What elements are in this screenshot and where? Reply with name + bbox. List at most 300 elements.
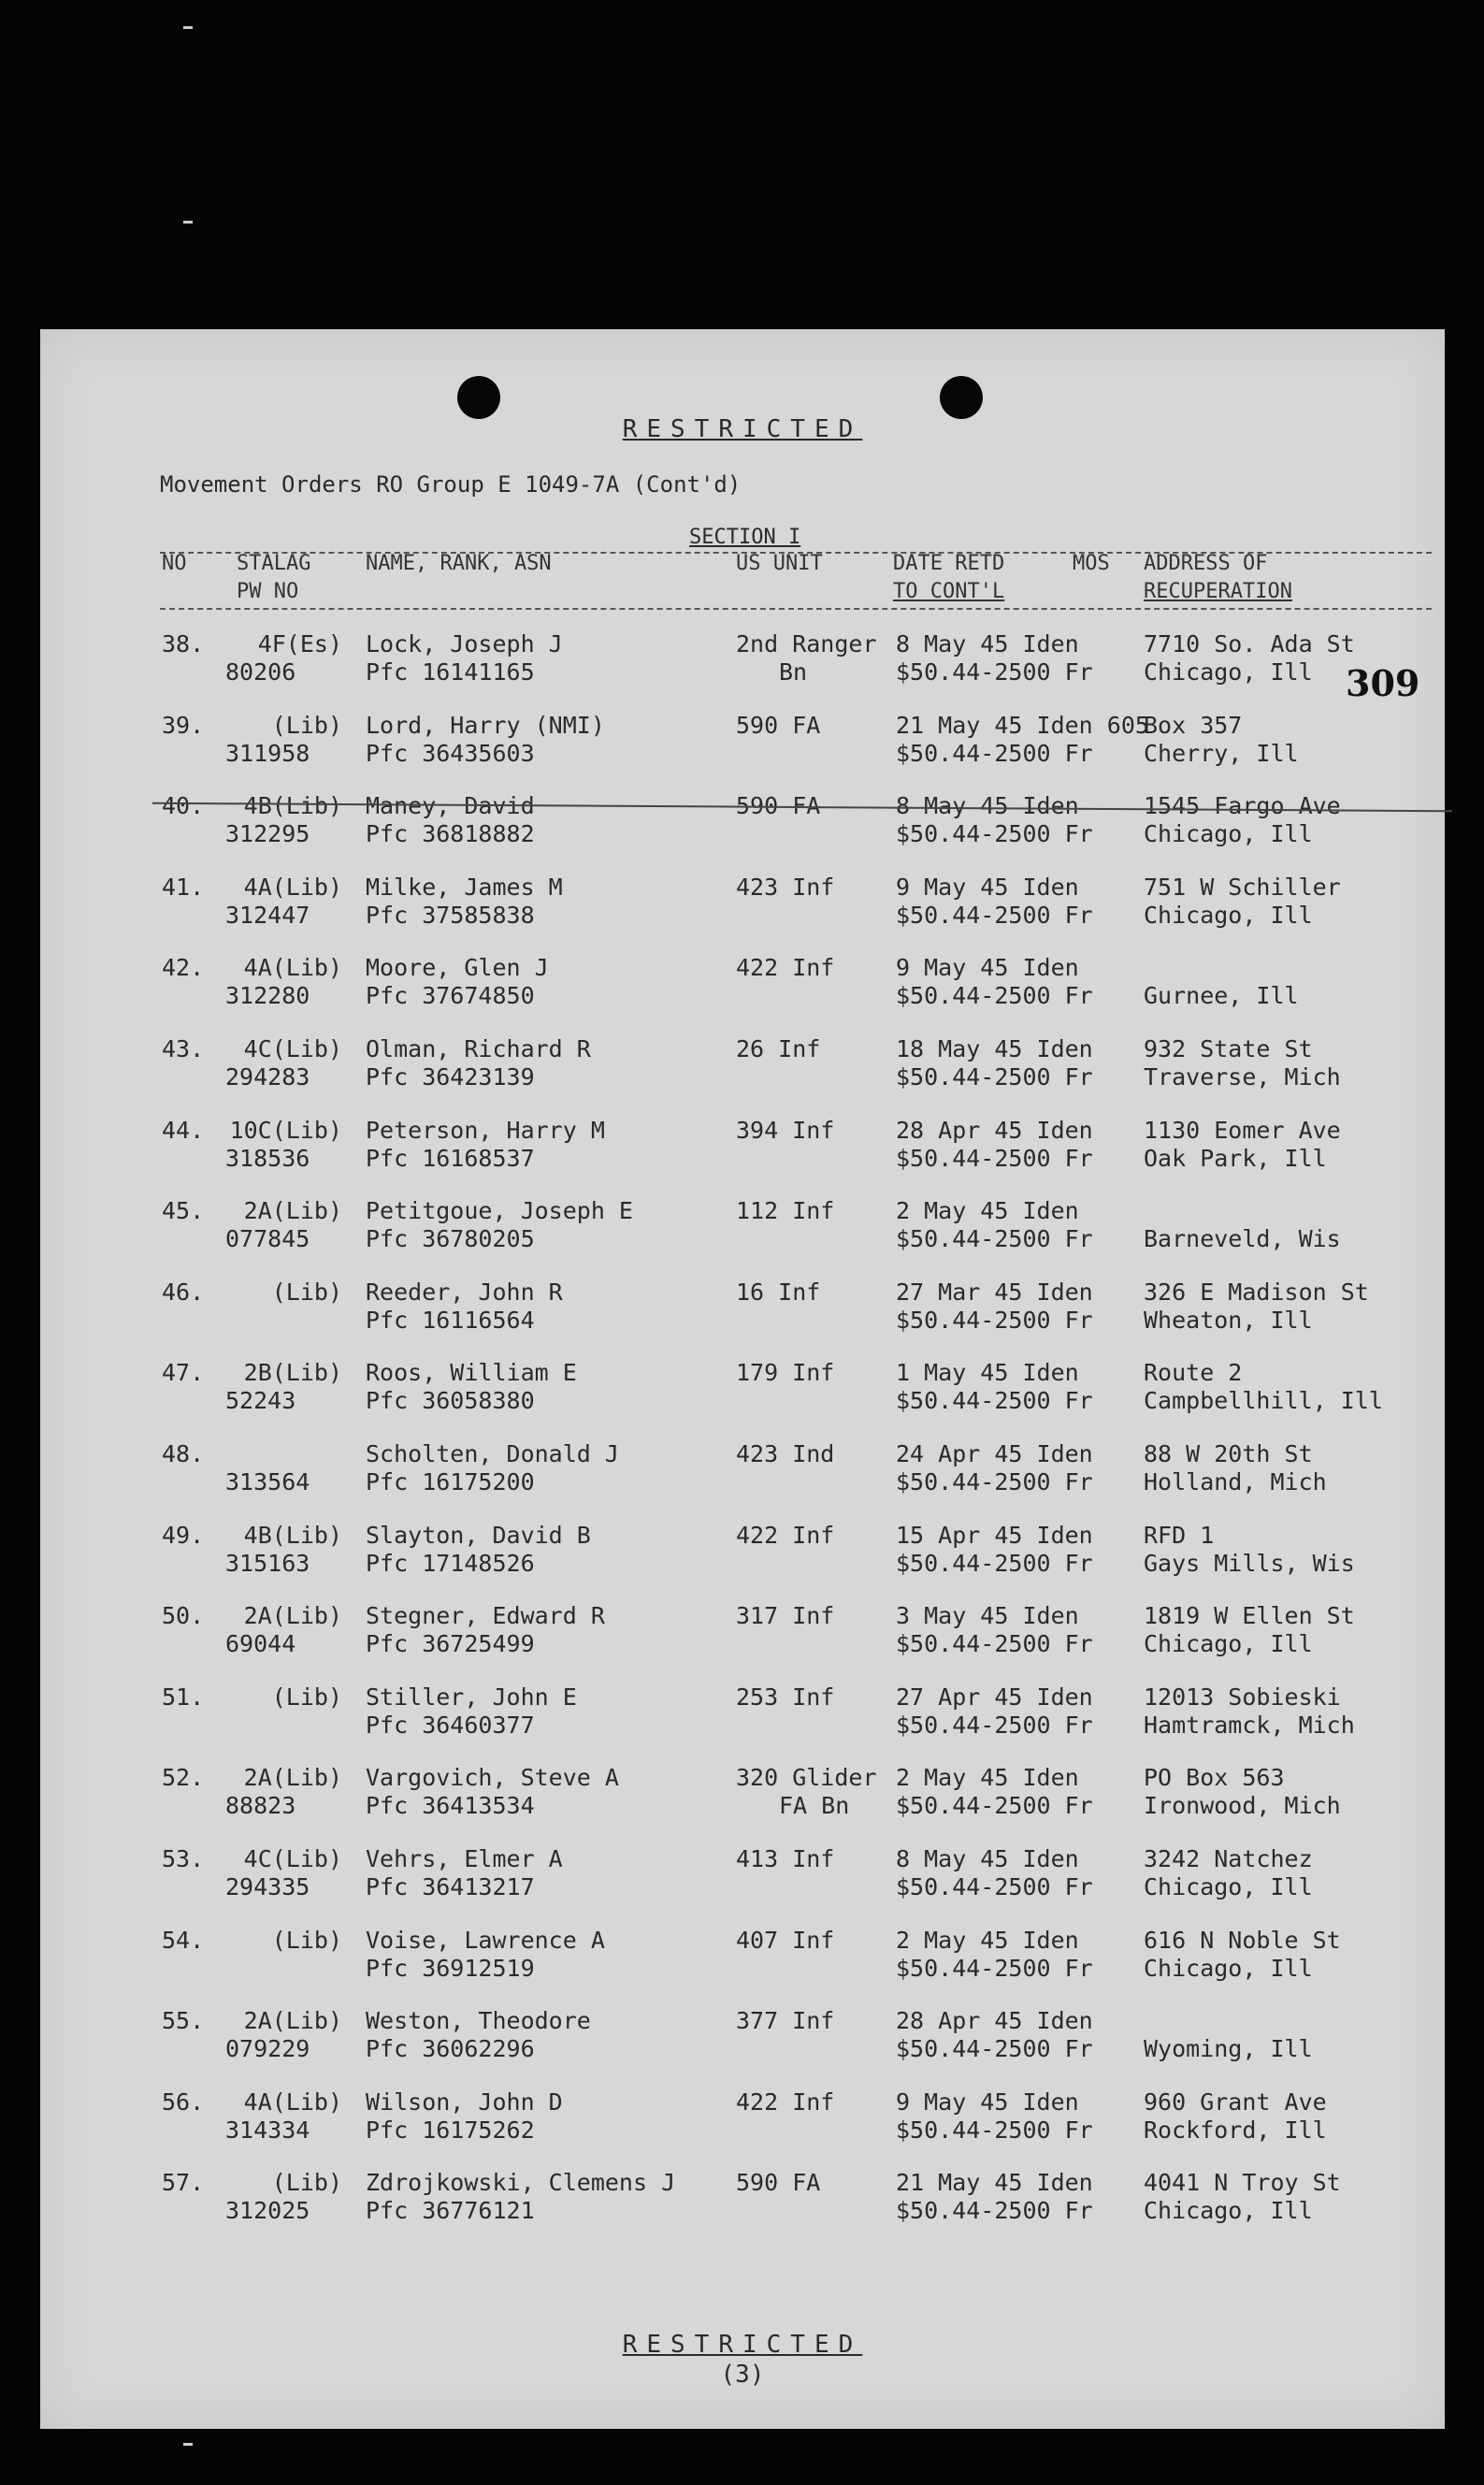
- stalag-pw-number-line: 314334: [225, 2117, 310, 2144]
- stalag-pw-number-line: [225, 1955, 356, 1983]
- name-rank-asn-line: Roos, William E: [366, 1359, 577, 1386]
- address-of-recuperation-line: 326 E Madison St: [1144, 1279, 1369, 1306]
- date-returned: [896, 712, 1148, 768]
- name-rank-asn-line: Pfc 36058380: [366, 1387, 535, 1414]
- row-number-line: 45.: [162, 1197, 205, 1224]
- name-rank-asn-line: Pfc 36435603: [366, 740, 535, 767]
- stalag-pw-number-line: 2B(Lib): [243, 1359, 342, 1386]
- table-row: [40, 1602, 1445, 1677]
- row-number: [162, 2007, 218, 2035]
- name-rank-asn: [366, 2007, 768, 2063]
- table-row: [40, 1845, 1445, 1920]
- stalag-pw-number-line: 312280: [225, 982, 310, 1009]
- row-number-line: 53.: [162, 1845, 205, 1872]
- name-rank-asn-line: Scholten, Donald J: [366, 1440, 619, 1467]
- us-unit-line: 423 Inf: [736, 874, 835, 901]
- date-returned-line: 2 May 45 Iden: [896, 1197, 1079, 1224]
- address-of-recuperation-line: 1819 W Ellen St: [1144, 1602, 1355, 1629]
- address-of-recuperation: [1144, 1927, 1443, 1983]
- name-rank-asn-line: Pfc 16141165: [366, 658, 535, 686]
- address-of-recuperation: [1144, 1683, 1443, 1740]
- table-row: [40, 2007, 1445, 2082]
- row-number-line: 39.: [162, 712, 205, 739]
- date-returned-line: $50.44-2500 Fr: [896, 1630, 1093, 1657]
- row-number: [162, 1683, 218, 1712]
- date-returned-line: $50.44-2500 Fr: [896, 1712, 1093, 1739]
- us-unit: [736, 954, 904, 1010]
- us-unit-line: 16 Inf: [736, 1279, 821, 1306]
- row-number: [162, 1764, 218, 1792]
- date-returned: [896, 2007, 1148, 2063]
- name-rank-asn-line: Pfc 36423139: [366, 1063, 535, 1091]
- address-of-recuperation-line: Campbellhill, Ill: [1144, 1387, 1383, 1414]
- address-of-recuperation-line: Ironwood, Mich: [1144, 1792, 1341, 1819]
- name-rank-asn: [366, 874, 768, 930]
- address-of-recuperation: [1144, 1764, 1443, 1820]
- date-returned-line: 2 May 45 Iden: [896, 1764, 1079, 1791]
- stalag-pw-number-line: 2A(Lib): [243, 2007, 342, 2034]
- address-of-recuperation-line: Route 2: [1144, 1359, 1243, 1386]
- table-row: [40, 1117, 1445, 1192]
- name-rank-asn: [366, 1117, 768, 1173]
- address-of-recuperation-line: Rockford, Ill: [1144, 2117, 1327, 2144]
- stalag-pw-number-line: 2A(Lib): [243, 1197, 342, 1224]
- address-of-recuperation-line: 616 N Noble St: [1144, 1927, 1341, 1954]
- date-returned-line: 9 May 45 Iden: [896, 2088, 1079, 2116]
- date-returned: [896, 1845, 1148, 1901]
- stalag-pw-number-line: (Lib): [271, 1279, 342, 1306]
- us-unit-line: 377 Inf: [736, 2007, 835, 2034]
- stalag-pw-number: [225, 712, 356, 768]
- date-returned: [896, 1440, 1148, 1496]
- date-returned: [896, 1279, 1148, 1335]
- us-unit: [736, 1359, 904, 1415]
- row-number-line: 55.: [162, 2007, 205, 2034]
- us-unit-line: 320 Glider: [736, 1764, 877, 1791]
- col-header-stalag: STALAG PW NO: [237, 552, 311, 603]
- stalag-pw-number-line: 315163: [225, 1550, 310, 1577]
- address-of-recuperation-line: 1545 Fargo Ave: [1144, 792, 1341, 819]
- date-returned-line: 8 May 45 Iden: [896, 792, 1079, 819]
- col-header-address: ADDRESS OF RECUPERATION: [1144, 552, 1292, 603]
- row-number-line: 52.: [162, 1764, 205, 1791]
- name-rank-asn-line: Olman, Richard R: [366, 1035, 591, 1062]
- stalag-pw-number: [225, 874, 356, 930]
- name-rank-asn-line: Pfc 36776121: [366, 2197, 535, 2224]
- row-number: [162, 1117, 218, 1145]
- stalag-pw-number-line: (Lib): [271, 712, 342, 739]
- name-rank-asn: [366, 2088, 768, 2145]
- stalag-pw-number: [225, 1602, 356, 1658]
- name-rank-asn-line: Moore, Glen J: [366, 954, 549, 981]
- us-unit: [736, 1602, 904, 1658]
- name-rank-asn: [366, 1927, 768, 1983]
- date-returned: [896, 874, 1148, 930]
- film-edge-tick: [183, 2443, 193, 2446]
- header-rule-bottom: [160, 608, 1432, 610]
- stalag-pw-number: [225, 2088, 356, 2145]
- row-number: [162, 1197, 218, 1225]
- address-of-recuperation-line: 1130 Eomer Ave: [1144, 1117, 1341, 1144]
- col-header-unit: US UNIT: [736, 552, 823, 575]
- us-unit-line: [736, 820, 904, 848]
- name-rank-asn: [366, 1035, 768, 1091]
- name-rank-asn-line: Pfc 36460377: [366, 1712, 535, 1739]
- us-unit-line: [736, 982, 904, 1010]
- address-of-recuperation: [1144, 2169, 1443, 2225]
- stalag-pw-number-line: 294283: [225, 1063, 310, 1091]
- col-header-mos: MOS: [1073, 552, 1110, 575]
- date-returned-line: $50.44-2500 Fr: [896, 2117, 1093, 2144]
- address-of-recuperation-line: [1144, 2007, 1443, 2035]
- address-of-recuperation: [1144, 1279, 1443, 1335]
- address-of-recuperation: [1144, 712, 1443, 768]
- punch-hole-left: [457, 376, 500, 419]
- name-rank-asn-line: Pfc 17148526: [366, 1550, 535, 1577]
- table-row: [40, 630, 1445, 705]
- us-unit-line: 407 Inf: [736, 1927, 835, 1954]
- us-unit-line: 26 Inf: [736, 1035, 821, 1062]
- date-returned-line: $50.44-2500 Fr: [896, 740, 1093, 767]
- row-number-line: 56.: [162, 2088, 205, 2116]
- date-returned-line: $50.44-2500 Fr: [896, 1225, 1093, 1252]
- date-returned-line: 24 Apr 45 Iden: [896, 1440, 1093, 1467]
- name-rank-asn: [366, 712, 768, 768]
- address-of-recuperation: [1144, 630, 1443, 686]
- name-rank-asn: [366, 1764, 768, 1820]
- stalag-pw-number-line: 4A(Lib): [243, 954, 342, 981]
- name-rank-asn-line: Pfc 16168537: [366, 1145, 535, 1172]
- name-rank-asn: [366, 1522, 768, 1578]
- us-unit: [736, 1279, 904, 1335]
- stalag-pw-number-line: 079229: [225, 2035, 310, 2062]
- date-returned: [896, 954, 1148, 1010]
- section-label: SECTION I: [689, 526, 801, 549]
- table-row: [40, 1197, 1445, 1272]
- us-unit: [736, 1927, 904, 1983]
- address-of-recuperation-line: Chicago, Ill: [1144, 1873, 1313, 1900]
- restricted-footer: RESTRICTED: [622, 2331, 863, 2359]
- us-unit-line: [736, 1712, 904, 1740]
- stalag-pw-number: [225, 1845, 356, 1901]
- movement-order-line: Movement Orders RO Group E 1049-7A (Cont'd): [160, 471, 742, 498]
- stalag-pw-number-line: 88823: [225, 1792, 296, 1819]
- us-unit-line: 423 Ind: [736, 1440, 835, 1467]
- us-unit: [736, 874, 904, 930]
- address-of-recuperation: [1144, 2088, 1443, 2145]
- name-rank-asn: [366, 1197, 768, 1253]
- stalag-pw-number: [225, 954, 356, 1010]
- date-returned: [896, 1683, 1148, 1740]
- us-unit: [736, 630, 904, 686]
- date-returned: [896, 1522, 1148, 1578]
- stalag-pw-number-line: 318536: [225, 1145, 310, 1172]
- stalag-pw-number-line: 2A(Lib): [243, 1602, 342, 1629]
- stalag-pw-number-line: 52243: [225, 1387, 296, 1414]
- name-rank-asn-line: Pfc 36413217: [366, 1873, 535, 1900]
- address-of-recuperation-line: Box 357: [1144, 712, 1243, 739]
- stalag-pw-number-line: 2A(Lib): [243, 1764, 342, 1791]
- row-number: [162, 1440, 218, 1468]
- stalag-pw-number-line: 4A(Lib): [243, 2088, 342, 2116]
- address-of-recuperation-line: 7710 So. Ada St: [1144, 630, 1355, 657]
- row-number: [162, 874, 218, 902]
- name-rank-asn-line: Pfc 37674850: [366, 982, 535, 1009]
- us-unit-line: [736, 1145, 904, 1173]
- us-unit-line: [736, 1225, 904, 1253]
- row-number: [162, 1279, 218, 1307]
- stalag-pw-number: [225, 1440, 356, 1496]
- row-number-line: 47.: [162, 1359, 205, 1386]
- date-returned-line: $50.44-2500 Fr: [896, 1145, 1093, 1172]
- row-number-line: 57.: [162, 2169, 205, 2196]
- row-number-line: 54.: [162, 1927, 205, 1954]
- us-unit-line: 253 Inf: [736, 1683, 835, 1711]
- name-rank-asn-line: Peterson, Harry M: [366, 1117, 605, 1144]
- stalag-pw-number: [225, 1197, 356, 1253]
- date-returned-line: 9 May 45 Iden: [896, 874, 1079, 901]
- address-of-recuperation: [1144, 1197, 1443, 1253]
- stalag-pw-number-line: 4A(Lib): [243, 874, 342, 901]
- row-number-line: 43.: [162, 1035, 205, 1062]
- us-unit-line: 422 Inf: [736, 2088, 835, 2116]
- date-returned-line: $50.44-2500 Fr: [896, 2035, 1093, 2062]
- name-rank-asn-line: Pfc 16116564: [366, 1307, 535, 1334]
- date-returned-line: 28 Apr 45 Iden: [896, 2007, 1093, 2034]
- row-number: [162, 1927, 218, 1955]
- row-number: [162, 1035, 218, 1063]
- name-rank-asn: [366, 1845, 768, 1901]
- stalag-pw-number-line: 077845: [225, 1225, 310, 1252]
- film-edge-tick: [183, 221, 193, 224]
- stalag-pw-number-line: 4F(Es): [257, 630, 342, 657]
- stalag-pw-number: [225, 1117, 356, 1173]
- stalag-pw-number: [225, 2007, 356, 2063]
- row-number-line: 48.: [162, 1440, 205, 1467]
- us-unit: [736, 1440, 904, 1496]
- table-row: [40, 874, 1445, 948]
- film-edge-tick: [183, 26, 193, 29]
- address-of-recuperation-line: Oak Park, Ill: [1144, 1145, 1327, 1172]
- us-unit-line: 422 Inf: [736, 1522, 835, 1549]
- address-of-recuperation-line: 88 W 20th St: [1144, 1440, 1313, 1467]
- address-of-recuperation-line: 751 W Schiller: [1144, 874, 1341, 901]
- us-unit-line: [736, 1955, 904, 1983]
- stalag-pw-number: [225, 630, 356, 686]
- address-of-recuperation-line: 932 State St: [1144, 1035, 1313, 1062]
- address-of-recuperation-line: Hamtramck, Mich: [1144, 1712, 1355, 1739]
- stalag-pw-number-line: 313564: [225, 1468, 310, 1495]
- stalag-pw-number-line: 312025: [225, 2197, 310, 2224]
- date-returned-line: 1 May 45 Iden: [896, 1359, 1079, 1386]
- stalag-pw-number: [225, 1764, 356, 1820]
- name-rank-asn-line: Pfc 36912519: [366, 1955, 535, 1982]
- name-rank-asn-line: Pfc 16175200: [366, 1468, 535, 1495]
- stalag-pw-number-line: [225, 1307, 356, 1335]
- date-returned: [896, 2169, 1148, 2225]
- stalag-pw-number-line: (Lib): [271, 2169, 342, 2196]
- date-returned-line: $50.44-2500 Fr: [896, 1792, 1093, 1819]
- address-of-recuperation-line: Barneveld, Wis: [1144, 1225, 1341, 1252]
- stalag-pw-number: [225, 1035, 356, 1091]
- us-unit: [736, 1683, 904, 1740]
- address-of-recuperation-line: 12013 Sobieski: [1144, 1683, 1341, 1711]
- row-number: [162, 792, 218, 820]
- address-of-recuperation: [1144, 874, 1443, 930]
- row-number: [162, 630, 218, 658]
- stalag-pw-number-line: 69044: [225, 1630, 296, 1657]
- name-rank-asn-line: Stegner, Edward R: [366, 1602, 605, 1629]
- date-returned: [896, 1035, 1148, 1091]
- address-of-recuperation-line: [1144, 1197, 1443, 1225]
- address-of-recuperation-line: Wheaton, Ill: [1144, 1307, 1313, 1334]
- name-rank-asn-line: Petitgoue, Joseph E: [366, 1197, 633, 1224]
- punch-hole-right: [940, 376, 983, 419]
- date-returned: [896, 1197, 1148, 1253]
- table-row: [40, 954, 1445, 1029]
- address-of-recuperation: [1144, 1522, 1443, 1578]
- page-number: (3): [720, 2361, 765, 2389]
- name-rank-asn-line: Milke, James M: [366, 874, 563, 901]
- row-number: [162, 1522, 218, 1550]
- restricted-header: RESTRICTED: [622, 415, 863, 443]
- name-rank-asn: [366, 1359, 768, 1415]
- us-unit: [736, 2088, 904, 2145]
- table-row: [40, 1683, 1445, 1758]
- address-of-recuperation-line: Chicago, Ill: [1144, 1955, 1313, 1982]
- table-row: [40, 1359, 1445, 1434]
- address-of-recuperation-line: 3242 Natchez: [1144, 1845, 1313, 1872]
- address-of-recuperation-line: 4041 N Troy St: [1144, 2169, 1341, 2196]
- row-number: [162, 1359, 218, 1387]
- stalag-pw-number-line: [225, 1440, 342, 1468]
- us-unit-line: 394 Inf: [736, 1117, 835, 1144]
- date-returned-line: $50.44-2500 Fr: [896, 1063, 1093, 1091]
- row-number-line: 51.: [162, 1683, 205, 1711]
- name-rank-asn-line: Lock, Joseph J: [366, 630, 563, 657]
- us-unit: [736, 2007, 904, 2063]
- address-of-recuperation-line: Traverse, Mich: [1144, 1063, 1341, 1091]
- us-unit-line: 422 Inf: [736, 954, 835, 981]
- name-rank-asn-line: Weston, Theodore: [366, 2007, 591, 2034]
- name-rank-asn-line: Lord, Harry (NMI): [366, 712, 605, 739]
- row-number-line: 44.: [162, 1117, 205, 1144]
- name-rank-asn: [366, 2169, 768, 2225]
- row-number-line: 50.: [162, 1602, 205, 1629]
- stalag-pw-number: [225, 1522, 356, 1578]
- row-number-line: 49.: [162, 1522, 205, 1549]
- us-unit-line: [736, 1387, 904, 1415]
- us-unit: [736, 1035, 904, 1091]
- address-of-recuperation: [1144, 1359, 1443, 1415]
- us-unit-line: 179 Inf: [736, 1359, 835, 1386]
- row-number-line: 46.: [162, 1279, 205, 1306]
- date-returned: [896, 1602, 1148, 1658]
- date-returned-line: 21 May 45 Iden: [896, 2169, 1093, 2196]
- name-rank-asn-line: Pfc 36780205: [366, 1225, 535, 1252]
- name-rank-asn-line: Pfc 16175262: [366, 2117, 535, 2144]
- stalag-pw-number-line: [225, 1712, 356, 1740]
- table-row: [40, 792, 1445, 867]
- stalag-pw-number-line: 4C(Lib): [243, 1035, 342, 1062]
- date-returned-line: 8 May 45 Iden: [896, 630, 1079, 657]
- us-unit-line: 590 FA: [736, 2169, 821, 2196]
- row-number-line: 40.: [162, 792, 205, 819]
- row-number: [162, 712, 218, 740]
- stalag-pw-number-line: 4C(Lib): [243, 1845, 342, 1872]
- us-unit-line: [736, 1063, 904, 1091]
- table-row: [40, 1279, 1445, 1353]
- name-rank-asn: [366, 792, 768, 848]
- document-page: [40, 329, 1445, 2429]
- date-returned-line: $50.44-2500 Fr: [896, 1468, 1093, 1495]
- date-returned-line: 8 May 45 Iden: [896, 1845, 1079, 1872]
- name-rank-asn-line: Vehrs, Elmer A: [366, 1845, 563, 1872]
- name-rank-asn: [366, 1602, 768, 1658]
- address-of-recuperation-line: Wyoming, Ill: [1144, 2035, 1313, 2062]
- date-returned-line: 2 May 45 Iden: [896, 1927, 1079, 1954]
- address-of-recuperation-line: Gurnee, Ill: [1144, 982, 1299, 1009]
- address-of-recuperation-line: PO Box 563: [1144, 1764, 1285, 1791]
- col-header-date: DATE RETD TO CONT'L: [893, 552, 1005, 603]
- date-returned-line: $50.44-2500 Fr: [896, 1307, 1093, 1334]
- us-unit-line: 590 FA: [736, 792, 821, 819]
- us-unit-line: [736, 1873, 904, 1901]
- date-returned-line: 15 Apr 45 Iden: [896, 1522, 1093, 1549]
- stalag-pw-number: [225, 792, 356, 848]
- date-returned-line: 28 Apr 45 Iden: [896, 1117, 1093, 1144]
- name-rank-asn-line: Voise, Lawrence A: [366, 1927, 605, 1954]
- date-returned-line: $50.44-2500 Fr: [896, 2197, 1093, 2224]
- us-unit-line: [736, 2197, 904, 2225]
- stalag-pw-number-line: 10C(Lib): [229, 1117, 342, 1144]
- us-unit: [736, 1522, 904, 1578]
- address-of-recuperation-line: [1144, 954, 1443, 982]
- stalag-pw-number-line: 80206: [225, 658, 296, 686]
- us-unit-line: [736, 902, 904, 930]
- us-unit-line: Bn: [779, 658, 808, 686]
- row-number-line: 42.: [162, 954, 205, 981]
- us-unit: [736, 792, 904, 848]
- date-returned: [896, 2088, 1148, 2145]
- col-header-name: NAME, RANK, ASN: [366, 552, 552, 575]
- date-returned: [896, 1764, 1148, 1820]
- address-of-recuperation-line: Chicago, Ill: [1144, 1630, 1313, 1657]
- address-of-recuperation: [1144, 1035, 1443, 1091]
- name-rank-asn-line: Pfc 36413534: [366, 1792, 535, 1819]
- name-rank-asn-line: Stiller, John E: [366, 1683, 577, 1711]
- stalag-pw-number-line: 4B(Lib): [243, 1522, 342, 1549]
- date-returned: [896, 1359, 1148, 1415]
- stalag-pw-number-line: 311958: [225, 740, 310, 767]
- row-number: [162, 1845, 218, 1873]
- date-returned-line: $50.44-2500 Fr: [896, 658, 1093, 686]
- row-number: [162, 954, 218, 982]
- row-number-line: 38.: [162, 630, 205, 657]
- us-unit-line: 413 Inf: [736, 1845, 835, 1872]
- date-returned-line: 27 Apr 45 Iden: [896, 1683, 1093, 1711]
- us-unit-line: 2nd Ranger: [736, 630, 877, 657]
- date-returned-line: $50.44-2500 Fr: [896, 1387, 1093, 1414]
- date-returned-line: $50.44-2500 Fr: [896, 1550, 1093, 1577]
- address-of-recuperation: [1144, 1845, 1443, 1901]
- date-returned: [896, 792, 1148, 848]
- date-returned-line: 21 May 45 Iden 605: [896, 712, 1149, 739]
- date-returned: [896, 1927, 1148, 1983]
- date-returned: [896, 630, 1148, 686]
- name-rank-asn: [366, 1440, 768, 1496]
- name-rank-asn-line: Wilson, John D: [366, 2088, 563, 2116]
